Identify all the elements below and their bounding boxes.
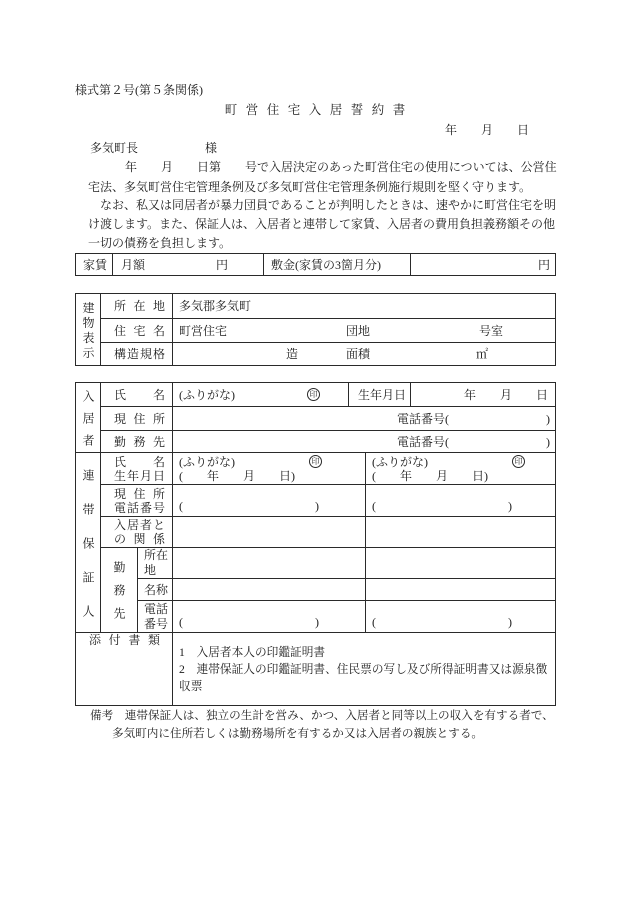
guarantor-work-section-cell (101, 548, 138, 633)
structure-suffix: 造 (286, 347, 299, 361)
housing-name-prefix: 町営住宅 (179, 323, 228, 338)
guarantor1-relation-cell (173, 517, 366, 548)
tenant-address-phone-close: ) (546, 411, 551, 426)
guarantor1-work-location-cell (173, 548, 366, 579)
addressee-name: 多気町長 (90, 141, 139, 155)
rent-label: 家賃 (83, 257, 108, 272)
tenant-section-cell (76, 383, 101, 456)
addressee-honorific: 様 (205, 141, 218, 155)
rent-label-cell (76, 254, 113, 276)
guarantor2-name-cell (366, 453, 556, 485)
guarantor1-address-cell (173, 485, 366, 517)
guarantor1-work-phone-cell (173, 601, 366, 633)
guarantor-work-phone-label: 電話番号 (144, 601, 169, 631)
tenant-work-row (76, 431, 556, 453)
guarantor2-furigana: (ふりがな) (372, 454, 429, 469)
location-value: 多気郡多気町 (179, 299, 252, 313)
guarantor-work-location-label-cell (138, 548, 173, 579)
tenant-birthdate-label-cell (349, 383, 411, 407)
tenant-work-value-cell (173, 431, 556, 453)
building-section-cell (76, 294, 101, 366)
tenant-name-label: 氏名 (114, 387, 166, 402)
structure-label-cell (101, 343, 173, 366)
guarantor-address-row (76, 485, 556, 517)
rent-table (75, 253, 556, 276)
guarantor2-address-cell (366, 485, 556, 517)
guarantor-section-label: 連帯保証人 (81, 468, 95, 639)
guarantor-section-cell (76, 453, 101, 639)
rent-row (76, 254, 556, 276)
guarantor-relation-label-line2: の関係 (114, 532, 166, 546)
building-table (75, 293, 556, 366)
pledge-paragraph1-line2: 宅法、多気町営住宅管理条例及び多気町営住宅管理条例施行規則を堅く守ります。 (88, 180, 532, 194)
guarantor-work-location-row (76, 548, 556, 579)
guarantor-work-location-label: 所在地 (144, 548, 169, 577)
tenant-birthdate-value-cell (411, 383, 556, 407)
tenant-address-label-cell (101, 407, 173, 431)
room-suffix: 号室 (479, 323, 504, 338)
guarantor2-relation-cell (366, 517, 556, 548)
location-label: 所在地 (114, 299, 165, 313)
guarantor1-work-phone-blank: ( ) (179, 615, 320, 629)
guarantor1-furigana: (ふりがな) (179, 454, 236, 469)
guarantor-work-label: 勤務先 (112, 561, 126, 630)
guarantor-name-label-cell (101, 453, 173, 485)
guarantor2-work-phone-cell (366, 601, 556, 633)
guarantor-relation-label-cell (101, 517, 173, 548)
guarantor1-seal-icon: 印 (309, 455, 322, 468)
guarantor-name-label: 氏名 (114, 454, 166, 469)
housing-name-label: 住宅名 (114, 323, 165, 338)
document-title: 町営住宅入居誓約書 (224, 103, 414, 117)
attachments-list-cell (173, 633, 556, 706)
attachment-line-1: 1 入居者本人の印鑑証明書 (179, 646, 326, 659)
guarantor2-work-location-cell (366, 548, 556, 579)
guarantor-name-row (76, 453, 556, 485)
tenant-seal-icon: 印 (307, 388, 320, 401)
structure-value-cell (173, 343, 556, 366)
pledge-paragraph2-line3: 一切の債務を負担します。 (88, 236, 232, 250)
tenant-birthdate: 年 月 日 (464, 387, 549, 402)
attachments-label: 添付書類 (89, 633, 161, 647)
deposit-unit: 円 (538, 257, 551, 272)
location-value-cell (173, 294, 556, 319)
deposit-label: 敷金(家賃の3箇月分) (271, 257, 381, 272)
monthly-rent-unit: 円 (216, 257, 229, 272)
structure-row (76, 343, 556, 366)
tenant-section-label: 入居者 (81, 389, 95, 456)
area-unit: ㎡ (476, 347, 489, 361)
guarantor-work-name-label-cell (138, 579, 173, 601)
housing-name-label-cell (101, 319, 173, 343)
tenant-name-value-cell (173, 383, 349, 407)
guarantor2-work-name-cell (366, 579, 556, 601)
location-label-cell (101, 294, 173, 319)
tenant-work-label: 勤務先 (114, 434, 166, 449)
guarantor1-phone-blank: ( ) (179, 499, 320, 513)
guarantor1-work-name-cell (173, 579, 366, 601)
housing-name-row (76, 319, 556, 343)
guarantor-address-label: 現住所 (114, 486, 166, 501)
tenant-work-label-cell (101, 431, 173, 453)
tenant-address-label: 現住所 (114, 411, 166, 426)
pledge-paragraph2-line2: け渡します。また、保証人は、入居者と連帯して家賃、入居者の費用負担義務額その他 (88, 217, 556, 231)
tenant-address-value-cell (173, 407, 556, 431)
guarantor1-name-cell (173, 453, 366, 485)
attachment-line-3: 収票 (179, 680, 203, 693)
guarantor-work-name-row (76, 579, 556, 601)
housing-estate-suffix: 団地 (346, 323, 371, 338)
guarantor-address-label-cell (101, 485, 173, 517)
tenant-furigana: (ふりがな) (179, 387, 236, 402)
form-number: 様式第２号(第５条関係) (75, 83, 203, 97)
guarantor1-birthdate: ( 年 月 日) (179, 468, 296, 483)
tenant-birthdate-label: 生年月日 (358, 387, 407, 402)
housing-name-value-cell (173, 319, 556, 343)
attachments-row (76, 633, 556, 706)
tenant-address-phone-label: 電話番号( (397, 411, 450, 426)
guarantor-relation-row (76, 517, 556, 548)
guarantor-relation-label-line1: 入居者と (114, 518, 166, 532)
building-location-row (76, 294, 556, 319)
note-line-2: 多気町内に住所若しくは勤務場所を有するか又は入居者の親族とする。 (112, 727, 484, 740)
document-date: 年 月 日 (445, 123, 530, 137)
pledge-paragraph2-line1: なお、私又は同居者が暴力団員であることが判明したときは、速やかに町営住宅を明 (100, 198, 557, 212)
tenant-address-row (76, 407, 556, 431)
tenant-name-row (76, 383, 556, 407)
tenant-work-phone-label: 電話番号( (397, 434, 450, 449)
deposit-value-cell (411, 254, 556, 276)
tenant-name-label-cell (101, 383, 173, 407)
guarantor2-phone-blank: ( ) (372, 499, 513, 513)
note-line-1: 備考 連帯保証人は、独立の生計を営み、かつ、入居者と同等以上の収入を有する者で、 (90, 709, 554, 722)
guarantor2-furigana-line (366, 455, 555, 469)
building-section-label: 建物表示 (81, 301, 95, 361)
attachment-line-2: 2 連帯保証人の印鑑証明書、住民票の写し及び所得証明書又は源泉徴 (179, 663, 548, 676)
guarantor-phone-label: 電話番号 (114, 500, 166, 515)
tenant-guarantor-table (75, 382, 556, 706)
guarantor2-birthdate: ( 年 月 日) (372, 468, 489, 483)
guarantor-work-phone-label-cell (138, 601, 173, 633)
monthly-rent-label: 月額 (121, 257, 146, 272)
area-label: 面積 (346, 347, 371, 361)
structure-label: 構造規格 (114, 347, 165, 361)
deposit-label-cell (264, 254, 411, 276)
tenant-work-phone-close: ) (546, 434, 551, 449)
guarantor-work-phone-row (76, 601, 556, 633)
guarantor2-seal-icon: 印 (512, 455, 525, 468)
monthly-rent-cell (113, 254, 264, 276)
attachments-label-cell (76, 633, 173, 706)
guarantor-work-name-label: 名称 (144, 582, 169, 597)
guarantor1-furigana-line (173, 455, 365, 469)
pledge-paragraph1-line1: 年 月 日第 号で入居決定のあった町営住宅の使用については、公営住 (125, 160, 557, 174)
guarantor-birthdate-label: 生年月日 (114, 468, 166, 483)
guarantor2-work-phone-blank: ( ) (372, 615, 513, 629)
